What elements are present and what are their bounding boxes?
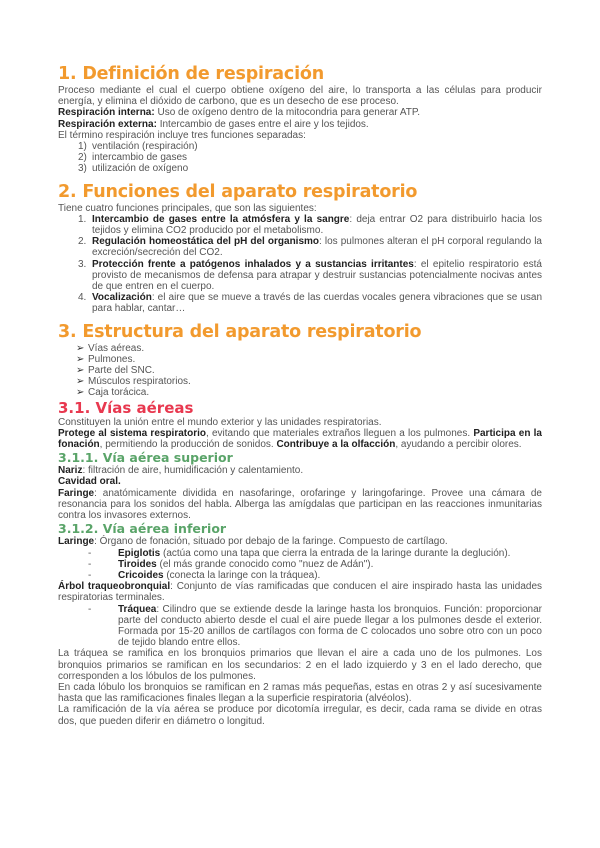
section-3-1-1-title: 3.1.1. Vía aérea superior [58, 450, 233, 466]
item-label: Intercambio de gases entre la atmósfera y la sangre [92, 213, 350, 225]
s1-external-text: Intercambio de gases entre el aire y los tejidos. [156, 118, 369, 130]
item-label: Regulación homeostática del pH del organismo [92, 236, 320, 248]
s312-paragraph-1: La tráquea se ramifica en los bronquios primarios que llevan el aire a cada uno de los pulmones. Los bronquios primarios se ramifican en los secundarios: 2 en el lado izquierdo y 3 en el lado derecho, que corresponden a los lóbulos de los pulmones. [58, 648, 542, 682]
section-2-title: 2. Funciones del aparato respiratorio [58, 181, 418, 202]
s1-external [58, 119, 542, 130]
arrow-bullet-icon: ➢ [76, 376, 85, 388]
item-number: 1. [78, 213, 87, 225]
list-item [76, 365, 542, 376]
list-item [76, 354, 542, 365]
item-number: 3) [78, 163, 87, 175]
list-item [78, 141, 542, 152]
s312-arbol [58, 581, 542, 603]
s31-text-3: , ayudando a percibir olores. [395, 439, 522, 451]
list-item [88, 604, 542, 649]
s1-internal [58, 107, 542, 118]
list-item [88, 548, 542, 559]
list-item [78, 163, 542, 174]
arrow-bullet-icon: ➢ [76, 353, 85, 365]
list-item [88, 570, 542, 581]
arrow-bullet-icon: ➢ [76, 365, 85, 377]
section-3-1-title: 3.1. Vías aéreas [58, 398, 194, 417]
s1-funcs-list [58, 141, 542, 175]
dash-bullet: - [88, 603, 92, 615]
s312-paragraph-2: En cada lóbulo los bronquios se ramifican en 2 ramas más pequeñas, estas en otras 2 y así sucesivamente hasta que las ramificaciones finales llegan a la superficie respiratoria (alvéolos). [58, 681, 542, 705]
list-item [78, 236, 542, 258]
list-item [78, 259, 542, 293]
item-text: (conecta la laringe con la tráquea). [163, 569, 321, 581]
faringe-label: Faringe [58, 487, 95, 499]
item-text: Caja torácica. [88, 387, 150, 399]
item-label: Cricoides [118, 569, 164, 581]
item-label: Vocalización [92, 292, 152, 304]
list-item [78, 214, 542, 236]
section-1-title: 1. Definición de respiración [58, 64, 324, 84]
item-text: : el aire que se mueve a través de las cuerdas vocales genera vibraciones que se usan para hablar, cantar… [92, 292, 542, 315]
item-text: utilización de oxígeno [92, 163, 189, 175]
item-text: ventilación (respiración) [92, 141, 198, 153]
item-text: (el más grande conocido como "nuez de Adán"). [156, 558, 374, 570]
list-item [76, 343, 542, 354]
s1-intro: Proceso mediante el cual el cuerpo obtiene oxígeno del aire, lo transporta a las células para producir energía, y elimina el dióxido de carbono, que es un desecho de ese proceso. [58, 85, 542, 108]
nariz-label: Nariz [58, 465, 83, 477]
item-text: : el epitelio respiratorio está provisto de mecanismos de defensa para atrapar y destruir sustancias potencialmente nocivas antes de que entren en el cuerpo. [92, 258, 542, 293]
s312-paragraph-3: La ramificación de la vía aérea se produce por dicotomía irregular, es decir, cada rama se divide en otras dos, que pueden diferir en diámetro o longitud. [58, 704, 542, 727]
s1-external-label: Respiración externa: [58, 118, 157, 130]
s311-nariz [58, 465, 542, 476]
arrow-bullet-icon: ➢ [76, 342, 85, 354]
list-item [78, 292, 542, 314]
larynx-parts-list [58, 548, 542, 582]
item-text: Músculos respiratorios. [88, 376, 191, 388]
list-item [88, 559, 542, 570]
item-number: 4. [78, 292, 87, 304]
item-text: (actúa como una tapa que cierra la entrada de la laringe durante la deglución). [160, 547, 511, 559]
dash-bullet: - [88, 569, 92, 581]
s31-functions [58, 428, 542, 450]
s1-internal-label: Respiración interna: [58, 107, 155, 119]
cavidad-label: Cavidad oral. [58, 476, 121, 488]
laringe-text: : Órgano de fonación, situado por debajo de la faringe. Compuesto de cartílago. [94, 536, 448, 548]
item-text: Vías aéreas. [88, 342, 145, 354]
arbol-label: Árbol traqueobronquial [58, 581, 171, 593]
item-text: intercambio de gases [92, 152, 188, 164]
s1-funcs-intro: El término respiración incluye tres funciones separadas: [58, 129, 306, 141]
item-text: Parte del SNC. [88, 365, 155, 377]
s31-bold-2: Participa en la fonación [58, 427, 542, 451]
list-item [76, 376, 542, 387]
item-number: 1) [78, 141, 87, 153]
item-text: : deja entrar O2 para distribuirlo hacia los tejidos y elimina CO2 producido por el metabolismo. [92, 213, 543, 237]
s31-intro: Constituyen la unión entre el mundo exterior y las unidades respiratorias. [58, 416, 382, 428]
item-number: 3. [78, 258, 87, 270]
nariz-text: : filtración de aire, humidificación y calentamiento. [82, 465, 304, 477]
s312-laringe [58, 536, 542, 547]
s311-faringe [58, 488, 542, 522]
laringe-label: Laringe [58, 536, 95, 548]
s31-text-1: , evitando que materiales extraños lleguen a los pulmones. [206, 427, 474, 439]
item-number: 2. [78, 236, 87, 248]
item-text: : Cilindro que se extiende desde la laringe hasta los bronquios. Función: proporcionar parte del conducto abierto desde el cual el aire puede llegar a los pulmones desde el exterior. Formada por 15-20 anillos de cartílagos con forma de C colocados uno sobre otro con un poco de tejido blando entre ellos. [118, 603, 542, 649]
s31-text-2: , permitiendo la producción de sonidos. [99, 439, 277, 451]
item-label: Protección frente a patógenos inhalados y a sustancias irritantes [92, 258, 414, 270]
item-label: Tiroides [118, 558, 157, 570]
section-3-1-2-title: 3.1.2. Vía aérea inferior [58, 521, 227, 537]
arbol-text: : Conjunto de vías ramificadas que conducen el aire inspirado hasta las unidades respiratorias terminales. [58, 581, 543, 604]
dash-bullet: - [88, 547, 92, 559]
faringe-text: : anatómicamente dividida en nasofaringe, orofaringe y laringofaringe. Provee una cámara de resonancia para los sonidos del habla. Alberga las amígdalas que participan en las reacciones inmunitarias contra los invasores externos. [58, 487, 542, 522]
s311-cavidad [58, 476, 542, 487]
s31-bold-3: Contribuye a la olfacción [276, 439, 396, 451]
s1-internal-text: Uso de oxígeno dentro de la mitocondria para generar ATP. [154, 107, 421, 119]
section-3-title: 3. Estructura del aparato respiratorio [58, 321, 422, 342]
s31-bold-1: Protege al sistema respiratorio [58, 427, 206, 439]
item-label: Tráquea [118, 603, 157, 615]
item-label: Epiglotis [118, 547, 161, 559]
s3-structure-list [58, 343, 542, 399]
s2-intro: Tiene cuatro funciones principales, que son las siguientes: [58, 202, 317, 214]
arbol-parts-list [58, 604, 542, 649]
arrow-bullet-icon: ➢ [76, 387, 85, 399]
item-text: : los pulmones alteran el pH corporal regulando la excreción/secreción del CO2. [92, 236, 542, 259]
dash-bullet: - [88, 558, 92, 570]
item-text: Pulmones. [88, 353, 136, 365]
item-number: 2) [78, 152, 87, 164]
s2-functions-list [58, 214, 542, 315]
list-item [76, 387, 542, 398]
list-item [78, 152, 542, 163]
